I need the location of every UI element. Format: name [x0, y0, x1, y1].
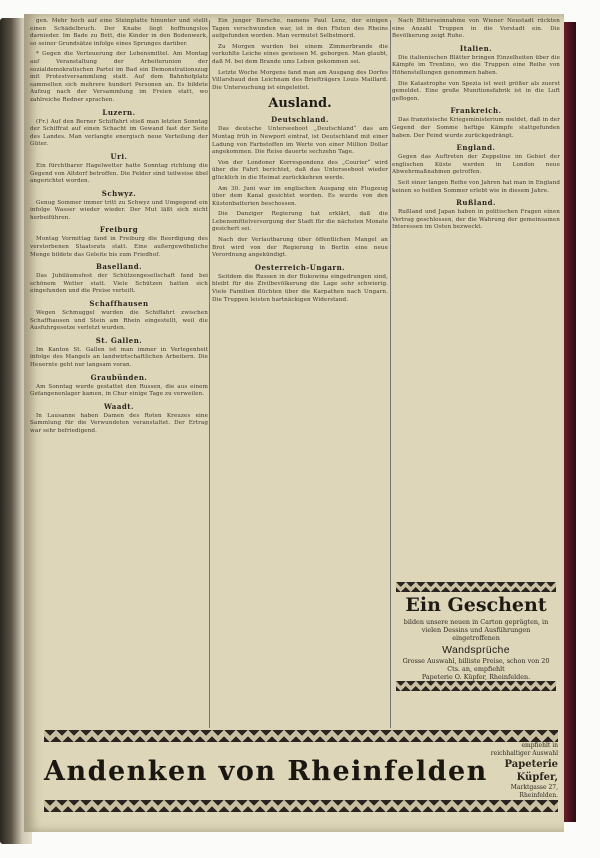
article-paragraph: Von der Londoner Korrespondenz des „Courier“ wird über die Fahrt berichtet, daß das Unterseeboot wieder glücklich in die Heimat zurückkehren werde.	[212, 159, 388, 181]
article-paragraph: Die Katastrophe von Spezia ist weit größer als zuerst gemeldet. Eine große Munitionsfabrik ist in die Luft geflogen.	[392, 80, 560, 102]
section-heading-ausland: Ausland.	[268, 96, 332, 112]
article-paragraph: Montag Vormittag fand in Freiburg die Beerdigung des verstorbenen Staatsrats statt. Eine außergewöhnliche Menge bildete das Geleite bis zum Friedhof.	[30, 236, 208, 258]
column-3	[392, 18, 560, 588]
article-paragraph: * Gegen die Verteuerung der Lebensmittel. Am Montag auf Veranstaltung der Arbeiterunion der sozialdemokratischen Partei im Bad ein Demonstrationszug mit Protestversammlung statt. Auf dem Bahnhofplatz sammelten sich mehrere hundert Personen an. Es bildete Aufzug nach der Versammlung im Freien statt, wo zahlreiche Redner sprachen.	[30, 51, 208, 103]
section-heading-schwyz: Schwyz.	[101, 188, 137, 198]
section-heading-graubuenden: Graubünden.	[90, 372, 148, 382]
ornament-border	[44, 800, 558, 812]
article-paragraph: Die Danziger Regierung hat erklärt, daß die Lebensmittelversorgung der Stadt für die nächsten Monate gesichert sei.	[212, 211, 388, 233]
ad-text-2: Grosse Auswahl, billiste Preise, schon von 20 Cts. an, empfiehlt	[402, 656, 550, 673]
section-heading-uri: Uri.	[110, 151, 128, 161]
article-paragraph: Seit einer langen Reihe von Jahren hat man in England keinen so heißen Sommer erlebt wie in diesem Jahre.	[392, 179, 560, 194]
banner-side-small: empfiehlt in reichhaltiger Auswahl	[490, 742, 558, 757]
ornament-border	[396, 681, 556, 691]
article-paragraph: Am 30. Juni war im englischen Ausgang ein Flugzeug über dem Kanal gesichtet worden. Es wurde von den Küstenbatterien beschossen.	[212, 185, 388, 207]
article-paragraph: Ein junger Bursche, namens Paul Lenz, der einigen Tagen verschwunden war, ist in den Fluten des Rheins aufgefunden worden. Man vermutet Selbstmord.	[212, 18, 388, 40]
article-paragraph: Wegen Schmuggel wurden die Schiffahrt zwischen Schaffhausen und Stein am Rhein eingestellt, weil die Ausfuhrgesetze verletzt wurden.	[30, 310, 208, 332]
banner-shop-info	[488, 742, 558, 800]
column-rule	[209, 20, 210, 728]
ad-text: bilden unsere neuen in Carton geprägten, in vielen Dessins und Ausführungen eingetroffenen	[403, 618, 549, 643]
banner-andenken	[44, 730, 558, 814]
article-paragraph: Gegen das Auftreten der Zeppeline im Gebiet der englischen Küste werden in London neue Abwehrmaßnahmen getroffen.	[392, 154, 560, 176]
article-paragraph: (Fr.) Auf den Berner Schiffahrt stieß man letzten Sonntag der Schiffrat auf einen Schacht im Gewand fast der Seite des Landes. Man verlangte energisch neue Verteilung der Güter.	[30, 118, 208, 148]
ad-title: Ein Geschent	[405, 594, 547, 616]
section-heading-schaffhausen: Schaffhausen	[89, 299, 149, 309]
section-heading-russland: Rußland.	[456, 198, 496, 208]
article-paragraph: Nach der Verlautbarung über öffentlichen Mangel an Brot wird von der Regierung in Berlin eine neue Verordnung angekündigt.	[212, 237, 388, 259]
article-paragraph: Seitdem die Russen in der Bukowina eingedrungen sind, bleibt für die Zivilbevölkerung die Lage sehr schwierig. Viele Familien flüchten über die Karpathen nach Ungarn. Die Truppen leisten hartnäckigen Widerstand.	[212, 273, 388, 303]
article-paragraph: Das Jubiläumsfest der Schützengesellschaft fand bei schönem Wetter statt. Viele Schützen hatten sich eingefunden und die Preise verteilt.	[30, 273, 208, 295]
article-paragraph: Rußland und Japan haben in politischen Fragen einen Vertrag geschlossen, der die Wahrung der gemeinsamen Interessen im Osten bezweckt.	[392, 209, 560, 231]
article-paragraph: Nach Bitterseinnahme von Wiener Neustadt rückten eine Anzahl Truppen in die Vorstadt ein. Die Bevölkerung zeigt Ruhe.	[392, 18, 560, 40]
column-2	[212, 18, 388, 733]
ornament-border	[396, 582, 556, 592]
ad-subtitle: Wandsprüche	[442, 643, 510, 656]
article-paragraph: Genug Sommer immer tritt zu Schwyz und Umgegend ein infolge Wasser wieder wieder. Der Mut läßt sich nicht herbeiführen.	[30, 199, 208, 221]
section-heading-waadt: Waadt.	[104, 401, 134, 411]
section-heading-italien: Italien.	[459, 43, 493, 53]
ad-shop: Papeterie O. Küpfer, Rheinfelden.	[421, 673, 531, 682]
banner-shop-name: Papeterie Küpfer,	[504, 759, 558, 783]
ornament-border	[44, 730, 558, 742]
section-heading-deutschland: Deutschland.	[271, 115, 329, 125]
article-paragraph: Letzte Woche Morgens fand man am Ausgang des Dorfes Villarsbaud den Leichnam des Briefträgers Louis Maillard. Die Untersuchung ist eingeleitet.	[212, 69, 388, 91]
article-paragraph: Zu Morgen wurden bei einem Zimmerbrande die verkohlte Leiche eines gewissen M. geborgen. Man glaubt, daß M. bei dem Brande ums Leben gekommen sei.	[212, 43, 388, 65]
section-heading-luzern: Luzern.	[102, 107, 136, 117]
banner-title: Andenken von Rheinfelden	[44, 755, 488, 787]
section-heading-england: England.	[456, 143, 496, 153]
article-paragraph: gen. Mehr hoch auf eine Steinplatte hinunter und stellt einen Schädelbruch. Der Knabe liegt hoffnungslos darnieder. Im Bade zu Bett, die Kinder in den Bodenwerk, so seiner Grundsätze infolge eines Sprunges darüber.	[30, 18, 208, 47]
banner-shop-address: Marktgasse 27, Rheinfelden.	[510, 784, 558, 799]
section-heading-frankreich: Frankreich.	[450, 106, 502, 116]
article-paragraph: Das französische Kriegsministerium meldet, daß in der Gegend der Somme heftige Kämpfe stattgefunden haben. Der Feind wurde zurückgedrängt.	[392, 117, 560, 139]
column-1	[30, 18, 208, 733]
article-paragraph: Im Kanton St. Gallen ist man immer in Verlegenheit infolge des Mangels an landwirtschaftlichen Arbeitern. Die Heuernte geht nur langsam voran.	[30, 346, 208, 368]
section-heading-st-gallen: St. Gallen.	[95, 335, 143, 345]
advertisement-wandsprueche	[396, 582, 556, 722]
section-heading-freiburg: Freiburg	[99, 225, 139, 235]
article-paragraph: Ein fürchtbarer Hagelwetter hatte Sonntag richtung die Gegend von Altdorf betroffen. Die Felder sind teilweise übel angerichtet worden.	[30, 162, 208, 185]
article-paragraph: Die italienischen Blätter bringen Einzelheiten über die Kämpfe im Trentino, wo die Truppen eine Reihe von Höhenstellungen genommen haben.	[392, 54, 560, 76]
article-paragraph: In Lausanne haben Damen des Roten Kreuzes eine Sammlung für die Verwundeten veranstaltet. Der Ertrag war sehr befriedigend.	[30, 412, 208, 434]
section-heading-oesterreich-ungarn: Oesterreich-Ungarn.	[254, 262, 346, 272]
column-rule	[390, 20, 391, 728]
section-heading-baselland: Baselland.	[95, 262, 143, 272]
article-paragraph: Das deutsche Unterseeboot „Deutschland“ das am Montag früh in Newport eintraf, ist Deutschland mit einer Ladung von Farbstoffen im Werte von einer Million Dollar angekommen. Die Reise dauerte sechzehn Tage.	[212, 126, 388, 156]
article-paragraph: Am Sonntag wurde gestattet den Russen, die aus einem Gefangenenlager kamen, in Chur einige Tage zu verweilen.	[30, 383, 208, 398]
